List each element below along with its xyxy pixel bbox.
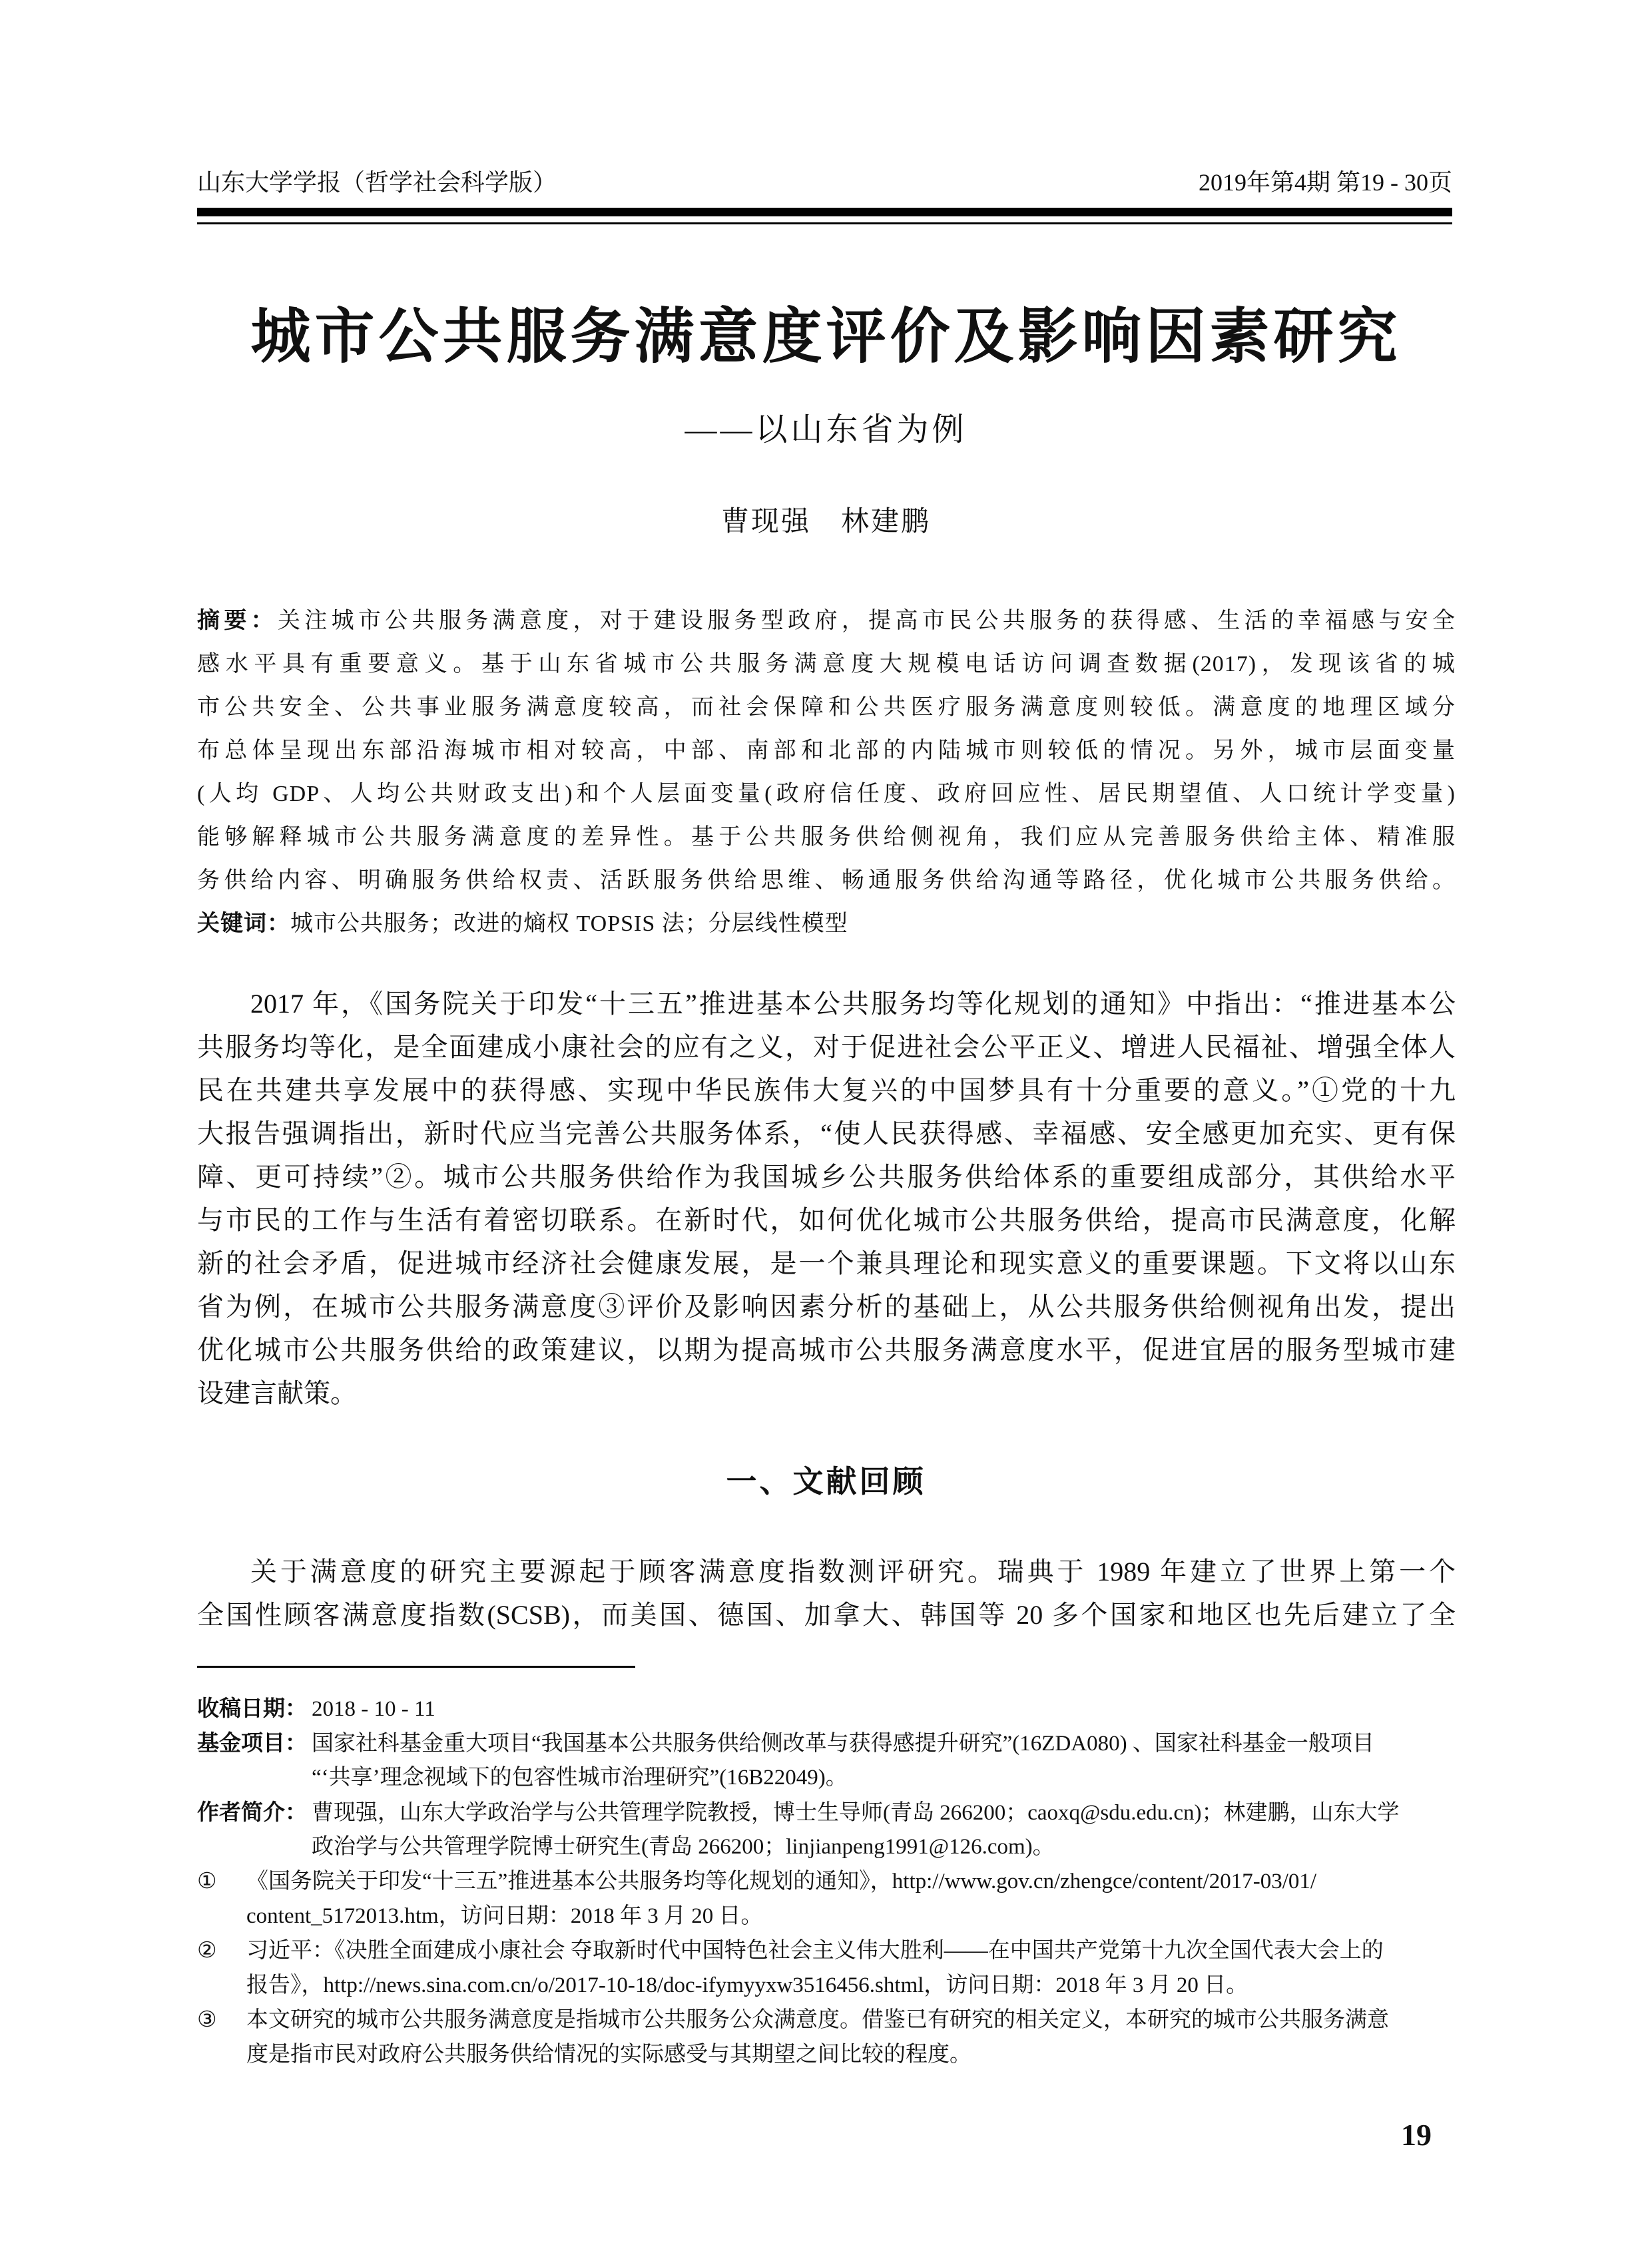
abstract-line: 布总体呈现出东部沿海城市相对较高，中部、南部和北部的内陆城市则较低的情况。另外，城市层面变量 (197, 738, 1456, 763)
bio-label: 作者简介： (197, 1800, 307, 1824)
footnote-bio (197, 1795, 1456, 1830)
header-rule-thin (197, 222, 1452, 224)
body-line: 优化城市公共服务供给的政策建议，以期为提高城市公共服务满意度水平，促进宜居的服务型城市建 (197, 1335, 1456, 1365)
footnote-3-marker: ③ (197, 2008, 217, 2032)
fund-text: 国家社科基金重大项目“我国基本公共服务供给侧改革与获得感提升研究”(16ZDA080) 、国家社科基金一般项目 (312, 1732, 1374, 1756)
abstract-text: 关注城市公共服务满意度，对于建设服务型政府，提高市民公共服务的获得感、生活的幸福感与安全 (277, 609, 1456, 633)
article-authors: 曹现强 林建鹏 (720, 507, 931, 537)
body-line: 与市民的工作与生活有着密切联系。在新时代，如何优化城市公共服务供给，提高市民满意度，化解 (197, 1205, 1456, 1235)
keywords-text: 城市公共服务；改进的熵权 TOPSIS 法；分层线性模型 (290, 911, 848, 936)
footnote-3-text: 本文研究的城市公共服务满意度是指城市公共服务公众满意度。借鉴已有研究的相关定义，本研究的城市公共服务满意 (246, 2008, 1389, 2032)
keywords-label: 关键词： (197, 911, 290, 936)
footnote-fund-cont: “‘共享’理念视域下的包容性城市治理研究”(16B22049)。 (312, 1766, 848, 1790)
bio-text: 曹现强，山东大学政治学与公共管理学院教授，博士生导师(青岛 266200；caoxq@sdu.edu.cn)；林建鹏，山东大学 (312, 1801, 1400, 1825)
running-head (197, 168, 1452, 197)
body-line: 民在共建共享发展中的获得感、实现中华民族伟大复兴的中国梦具有十分重要的意义。”①党的十九 (197, 1075, 1456, 1105)
abstract-line: 市公共安全、公共事业服务满意度较高，而社会保障和公共医疗服务满意度则较低。满意度的地理区域分 (197, 695, 1456, 720)
issue-info: 2019年第4期 第19 - 30页 (1199, 169, 1452, 196)
footnote-received (197, 1691, 1456, 1726)
article-title: 城市公共服务满意度评价及影响因素研究 (250, 304, 1402, 370)
paragraph-line: 关于满意度的研究主要源起于顾客满意度指数测评研究。瑞典于 1989 年建立了世界上第一个 (250, 1557, 1456, 1587)
abstract-line: 感水平具有重要意义。基于山东省城市公共服务满意度大规模电话访问调查数据(2017)，发现该省的城 (197, 652, 1456, 676)
fund-label: 基金项目： (197, 1730, 307, 1755)
abstract-label: 摘要： (197, 608, 278, 633)
page-number: 19 (1401, 2118, 1432, 2152)
article-subtitle: ——以山东省为例 (685, 412, 967, 447)
body-paragraph (197, 982, 1456, 1415)
body-line: 障、更可持续”②。城市公共服务供给作为我国城乡公共服务供给体系的重要组成部分，其供给水平 (197, 1162, 1456, 1192)
footnote-fund (197, 1726, 1456, 1760)
section-paragraph (197, 1550, 1456, 1636)
footnote-2 (197, 1933, 1456, 1968)
abstract-line: 务供给内容、明确服务供给权责、活跃服务供给思维、畅通服务供给沟通等路径，优化城市公共服务供给。 (197, 868, 1456, 893)
section-heading: 一、文献回顾 (726, 1465, 926, 1499)
abstract-block (197, 599, 1456, 945)
footnote-2-marker: ② (197, 1939, 217, 1963)
footnote-1 (197, 1864, 1456, 1899)
body-line: 省为例，在城市公共服务满意度③评价及影响因素分析的基础上，从公共服务供给侧视角出发，提出 (197, 1292, 1456, 1322)
footnote-1-cont: content_5172013.htm，访问日期：2018 年 3 月 20 日。 (246, 1904, 763, 1928)
footnote-2-cont: 报告》，http://news.sina.com.cn/o/2017-10-18/doc-ifymyyxw3516456.shtml，访问日期：2018 年 3 月 20 日。 (246, 1973, 1248, 1997)
body-line: 2017 年，《国务院关于印发“十三五”推进基本公共服务均等化规划的通知》中指出：“推进基本公 (250, 989, 1456, 1019)
footnote-separator (197, 1666, 635, 1668)
received-date: 2018 - 10 - 11 (312, 1697, 435, 1721)
footnote-2-text: 习近平：《决胜全面建成小康社会 夺取新时代中国特色社会主义伟大胜利——在中国共产党第十九次全国代表大会上的 (246, 1939, 1384, 1963)
footnotes-block (197, 1691, 1456, 2072)
body-line: 设建言献策。 (197, 1378, 357, 1408)
paragraph-line: 全国性顾客满意度指数(SCSB)，而美国、德国、加拿大、韩国等 20 多个国家和地区也先后建立了全 (197, 1600, 1456, 1630)
body-line: 大报告强调指出，新时代应当完善公共服务体系，“使人民获得感、幸福感、安全感更加充实、更有保 (197, 1119, 1456, 1148)
keywords-line (197, 902, 1456, 945)
body-line: 共服务均等化，是全面建成小康社会的应有之义，对于促进社会公平正义、增进人民福祉、增强全体人 (197, 1032, 1456, 1062)
abstract-line (197, 599, 1456, 642)
footnote-1-marker: ① (197, 1869, 217, 1893)
journal-name: 山东大学学报（哲学社会科学版） (197, 169, 557, 196)
header-rule-thick (197, 208, 1452, 216)
footnote-bio-cont: 政治学与公共管理学院博士研究生(青岛 266200；linjianpeng1991@126.com)。 (312, 1835, 1055, 1859)
received-label: 收稿日期： (197, 1696, 307, 1720)
footnote-1-text: 《国务院关于印发“十三五”推进基本公共服务均等化规划的通知》，http://www.gov.cn/zhengce/content/2017-03/01/ (246, 1869, 1317, 1893)
body-line: 新的社会矛盾，促进城市经济社会健康发展，是一个兼具理论和现实意义的重要课题。下文将以山东 (197, 1248, 1456, 1278)
abstract-line: 能够解释城市公共服务满意度的差异性。基于公共服务供给侧视角，我们应从完善服务供给主体、精准服 (197, 825, 1456, 850)
footnote-3-cont: 度是指市民对政府公共服务供给情况的实际感受与其期望之间比较的程度。 (246, 2043, 971, 2067)
abstract-line: (人均 GDP、人均公共财政支出)和个人层面变量(政府信任度、政府回应性、居民期望值、人口统计学变量) (197, 782, 1456, 806)
footnote-3 (197, 2003, 1456, 2037)
